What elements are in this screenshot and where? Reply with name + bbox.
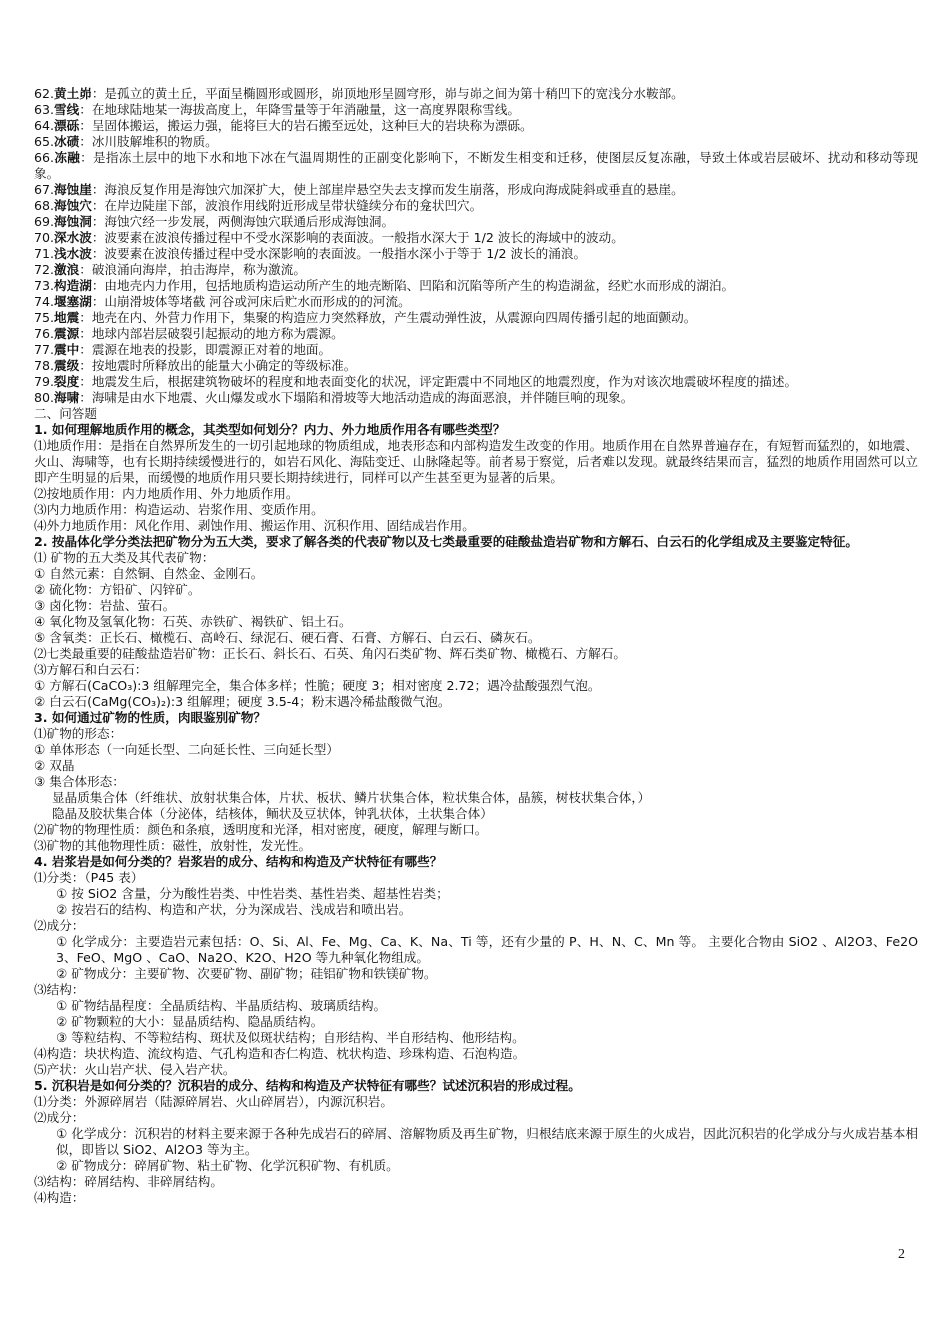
- definition-text: ：是孤立的黄土丘，平面呈椭圆形或圆形，峁顶地形呈圆穹形，峁与峁之间为第十稍凹下的宽浅分水鞍部。: [91, 86, 684, 101]
- definition-term: 震源: [54, 326, 80, 341]
- definition-text: ：由地壳内力作用，包括地质构造运动所产生的地壳断陷、凹陷和沉陷等所产生的构造湖盆，经贮水而形成的湖泊。: [91, 278, 735, 293]
- definition-item: [34, 118, 918, 134]
- definition-term: 海啸: [54, 390, 80, 405]
- definition-term: 震级: [54, 358, 80, 373]
- answer-line: ③ 集合体形态：: [34, 774, 125, 789]
- answer-line: 显晶质集合体（纤维状、放射状集合体，片状、板状、鳞片状集合体，粒状集合体，晶簇，树枝状集合体，）: [52, 790, 651, 805]
- definition-text: ：在地球陆地某一海拔高度上，年降雪量等于年消融量，这一高度界限称雪线。: [79, 102, 520, 117]
- definition-item: [34, 358, 918, 374]
- definition-number: 63.: [34, 102, 55, 117]
- definition-number: 80.: [34, 390, 55, 405]
- answer-line: ⑵按地质作用：内力地质作用、外力地质作用。: [34, 486, 299, 501]
- answer-line: ⑤ 含氧类：正长石、橄榄石、高岭石、绿泥石、硬石膏、石膏、方解石、白云石、磷灰石。: [34, 630, 541, 645]
- definition-term: 浅水波: [54, 246, 92, 261]
- question-heading: 3. 如何通过矿物的性质，肉眼鉴别矿物？: [34, 710, 267, 725]
- answer-line: ① 单体形态（一向延长型、二向延长性、三向延长型）: [34, 742, 339, 757]
- definition-item: [34, 310, 918, 326]
- definition-text: ：山崩滑坡体等堵截 河谷或河床后贮水而形成的的河流。: [91, 294, 411, 309]
- definition-number: 72.: [34, 262, 55, 277]
- answer-line: ⑶内力地质作用：构造运动、岩浆作用、变质作用。: [34, 502, 324, 517]
- answer-line: ⑷构造：块状构造、流纹构造、气孔构造和杏仁构造、枕状构造、珍珠构造、石泡构造。: [34, 1046, 526, 1061]
- question-heading: 4. 岩浆岩是如何分类的？岩浆岩的成分、结构和构造及产状特征有哪些？: [34, 854, 443, 869]
- definition-item: [34, 198, 918, 214]
- answer-line: ⑶结构：碎屑结构、非碎屑结构。: [34, 1174, 223, 1189]
- definition-term: 地震: [54, 310, 80, 325]
- definition-text: ：海啸是由水下地震、火山爆发或水下塌陷和滑坡等大地活动造成的海面恶浪，并伴随巨响的现象。: [79, 390, 634, 405]
- question-heading: 1. 如何理解地质作用的概念，其类型如何划分？内力、外力地质作用各有哪些类型？: [34, 422, 506, 437]
- definition-term: 雪线: [54, 102, 80, 117]
- answer-line: ② 矿物成分：碎屑矿物、粘土矿物、化学沉积矿物、有机质。: [56, 1158, 399, 1173]
- definition-number: 69.: [34, 214, 55, 229]
- page-number: 2: [898, 1247, 905, 1262]
- definition-number: 75.: [34, 310, 55, 325]
- definition-text: ：地壳在内、外营力作用下，集聚的构造应力突然释放，产生震动弹性波，从震源向四周传播引起的地面颤动。: [79, 310, 697, 325]
- definition-number: 79.: [34, 374, 55, 389]
- answer-line: ② 白云石(CaMg(CO₃)₂):3 组解理；硬度 3.5-4；粉末遇冷稀盐酸微气泡。: [34, 694, 451, 709]
- answer-line: ⑴地质作用：是指在自然界所发生的一切引起地球的物质组成，地表形态和内部构造发生改变的作用。地质作用在自然界普遍存在，有短暂而猛烈的，如地震、火山、海啸等，也有长期持续缓慢进行的，如岩石风化、海陆变迁、山脉隆起等。前者易于察觉，后者难以发现。就最终结果而言，猛烈的地质作用固然可以立即产生明显的后果，而缓慢的地质作用只要长期持续进行，同样可以产生甚至更为显著的后果。: [34, 438, 918, 485]
- answer-line: ⑶方解石和白云石：: [34, 662, 148, 677]
- definition-text: ：波要素在波浪传播过程中不受水深影响的表面波。一般指水深大于 1/2 波长的海域中的波动。: [91, 230, 624, 245]
- definition-term: 冻融: [54, 150, 81, 165]
- definition-text: ：按地震时所释放出的能量大小确定的等级标准。: [79, 358, 357, 373]
- answer-line: ③ 卤化物：岩盐、萤石。: [34, 598, 176, 613]
- document-body: [34, 86, 918, 1206]
- answer-line: ② 矿物成分：主要矿物、次要矿物、副矿物；硅铝矿物和铁镁矿物。: [56, 966, 437, 981]
- definition-number: 77.: [34, 342, 55, 357]
- answer-line: ① 自然元素：自然铜、自然金、金刚石。: [34, 566, 264, 581]
- question-heading: 5. 沉积岩是如何分类的？沉积岩的成分、结构和构造及产状特征有哪些？试述沉积岩的形成过程。: [34, 1078, 581, 1093]
- definition-term: 冰碛: [54, 134, 80, 149]
- definition-item: [34, 182, 918, 198]
- definition-number: 73.: [34, 278, 55, 293]
- answer-line: ⑷外力地质作用：风化作用、剥蚀作用、搬运作用、沉积作用、固结成岩作用。: [34, 518, 475, 533]
- definition-item: [34, 102, 918, 118]
- answer-line: ⑵七类最重要的硅酸盐造岩矿物：正长石、斜长石、石英、角闪石类矿物、辉石类矿物、橄榄石、方解石。: [34, 646, 626, 661]
- answer-line: ① 按 SiO2 含量，分为酸性岩类、中性岩类、基性岩类、超基性岩类；: [56, 886, 449, 901]
- definition-number: 66.: [34, 150, 55, 165]
- answer-line: ① 化学成分：主要造岩元素包括：O、Si、Al、Fe、Mg、Ca、K、Na、Ti 等，还有少量的 P、H、N、C、Mn 等。 主要化合物由 SiO2 、Al2O3、Fe2O3、FeO、MgO 、CaO、Na2O、K2O、H2O 等九种氧化物组成。: [56, 934, 918, 965]
- definition-term: 深水波: [54, 230, 92, 245]
- answer-line: ② 硫化物：方铅矿、闪锌矿。: [34, 582, 201, 597]
- definition-text: ：是指冻土层中的地下水和地下冰在气温周期性的正副变化影响下，不断发生相变和迁移，使图层反复冻融，导致土体或岩层破坏、扰动和移动等现象。: [34, 150, 919, 181]
- definition-number: 74.: [34, 294, 55, 309]
- answer-line: ③ 等粒结构、不等粒结构、斑状及似斑状结构；自形结构、半自形结构、他形结构。: [56, 1030, 525, 1045]
- answer-line: 隐晶及胶状集合体（分泌体，结核体，鲕状及豆状体，钟乳状体，土状集合体）: [52, 806, 493, 821]
- definition-text: ：海蚀穴经一步发展，两侧海蚀穴联通后形成海蚀洞。: [91, 214, 395, 229]
- definition-term: 漂砾: [54, 118, 80, 133]
- definition-number: 71.: [34, 246, 55, 261]
- definition-text: ：震源在地表的投影，即震源正对着的地面。: [79, 342, 332, 357]
- answer-line: ① 化学成分：沉积岩的材料主要来源于各种先成岩石的碎屑、溶解物质及再生矿物，归根结底来源于原生的火成岩，因此沉积岩的化学成分与火成岩基本相似，即皆以 SiO2、Al2O3 等为主。: [56, 1126, 918, 1157]
- definition-item: [34, 230, 918, 246]
- definition-term: 海蚀崖: [54, 182, 92, 197]
- definition-item: [34, 134, 918, 150]
- definition-item: [34, 342, 918, 358]
- answer-line: ⑴ 矿物的五大类及其代表矿物：: [34, 550, 215, 565]
- definition-item: [34, 86, 918, 102]
- answer-line: ⑵成分：: [34, 1110, 85, 1125]
- definition-term: 黄土峁: [54, 86, 92, 101]
- answer-line: ⑶结构：: [34, 982, 85, 997]
- definition-item: [34, 374, 918, 390]
- answer-line: ⑸产状：火山岩产状、侵入岩产状。: [34, 1062, 236, 1077]
- definition-item: [34, 262, 918, 278]
- definition-term: 构造湖: [54, 278, 92, 293]
- answer-line: ② 矿物颗粒的大小：显晶质结构、隐晶质结构。: [56, 1014, 324, 1029]
- definition-number: 70.: [34, 230, 55, 245]
- definition-number: 65.: [34, 134, 55, 149]
- answer-line: ① 矿物结晶程度：全晶质结构、半晶质结构、玻璃质结构。: [56, 998, 387, 1013]
- answer-line: ⑴分类：（P45 表）: [34, 870, 144, 885]
- definition-text: ：地球内部岩层破裂引起振动的地方称为震源。: [79, 326, 344, 341]
- definition-item: [34, 278, 918, 294]
- definition-item: [34, 246, 918, 262]
- question-list: [34, 422, 918, 1206]
- definition-number: 62.: [34, 86, 55, 101]
- definition-term: 堰塞湖: [54, 294, 92, 309]
- definition-number: 64.: [34, 118, 55, 133]
- definition-text: ：海浪反复作用是海蚀穴加深扩大，使上部崖岸悬空失去支撑而发生崩落，形成向海成陡斜或垂直的悬崖。: [91, 182, 684, 197]
- section-title: 二、问答题: [34, 406, 97, 421]
- answer-line: ② 双晶: [34, 758, 75, 773]
- definition-item: [34, 390, 918, 406]
- definition-text: ：破浪涌向海岸，拍击海岸，称为激流。: [79, 262, 306, 277]
- definition-item: [34, 150, 918, 182]
- definition-number: 67.: [34, 182, 55, 197]
- answer-line: ⑶矿物的其他物理性质：磁性，放射性，发光性。: [34, 838, 312, 853]
- definition-text: ：呈固体搬运，搬运力强，能将巨大的岩石搬至远处，这种巨大的岩块称为漂砾。: [79, 118, 533, 133]
- answer-line: ② 按岩石的结构、构造和产状，分为深成岩、浅成岩和喷出岩。: [56, 902, 412, 917]
- definition-term: 震中: [54, 342, 80, 357]
- definition-item: [34, 294, 918, 310]
- definition-text: ：波要素在波浪传播过程中受水深影响的表面波。一般指水深小于等于 1/2 波长的涌浪。: [91, 246, 587, 261]
- answer-line: ④ 氧化物及氢氧化物：石英、赤铁矿、褐铁矿、铝土石。: [34, 614, 352, 629]
- answer-line: ⑵矿物的物理性质：颜色和条痕，透明度和光泽，相对密度，硬度，解理与断口。: [34, 822, 488, 837]
- answer-line: ⑵成分：: [34, 918, 85, 933]
- definition-item: [34, 214, 918, 230]
- definition-text: ：冰川肢解堆积的物质。: [79, 134, 218, 149]
- answer-line: ⑷构造：: [34, 1190, 85, 1205]
- definition-text: ：地震发生后，根据建筑物破坏的程度和地表面变化的状况，评定距震中不同地区的地震烈度，作为对该次地震破坏程度的描述。: [79, 374, 798, 389]
- definition-list: [34, 86, 918, 406]
- definition-term: 海蚀穴: [54, 198, 92, 213]
- definition-term: 激浪: [54, 262, 80, 277]
- definition-term: 裂度: [54, 374, 80, 389]
- definition-number: 78.: [34, 358, 55, 373]
- definition-number: 76.: [34, 326, 55, 341]
- answer-line: ① 方解石(CaCO₃):3 组解理完全，集合体多样；性脆；硬度 3；相对密度 2.72；遇冷盐酸强烈气泡。: [34, 678, 601, 693]
- definition-item: [34, 326, 918, 342]
- definition-number: 68.: [34, 198, 55, 213]
- definition-text: ：在岸边陡崖下部，波浪作用线附近形成呈带状缝续分布的龛状凹穴。: [91, 198, 483, 213]
- answer-line: ⑴矿物的形态：: [34, 726, 123, 741]
- answer-line: ⑴分类：外源碎屑岩（陆源碎屑岩、火山碎屑岩），内源沉积岩。: [34, 1094, 393, 1109]
- definition-term: 海蚀洞: [54, 214, 92, 229]
- question-heading: 2. 按晶体化学分类法把矿物分为五大类，要求了解各类的代表矿物以及七类最重要的硅酸盐造岩矿物和方解石、白云石的化学组成及主要鉴定特征。: [34, 534, 858, 549]
